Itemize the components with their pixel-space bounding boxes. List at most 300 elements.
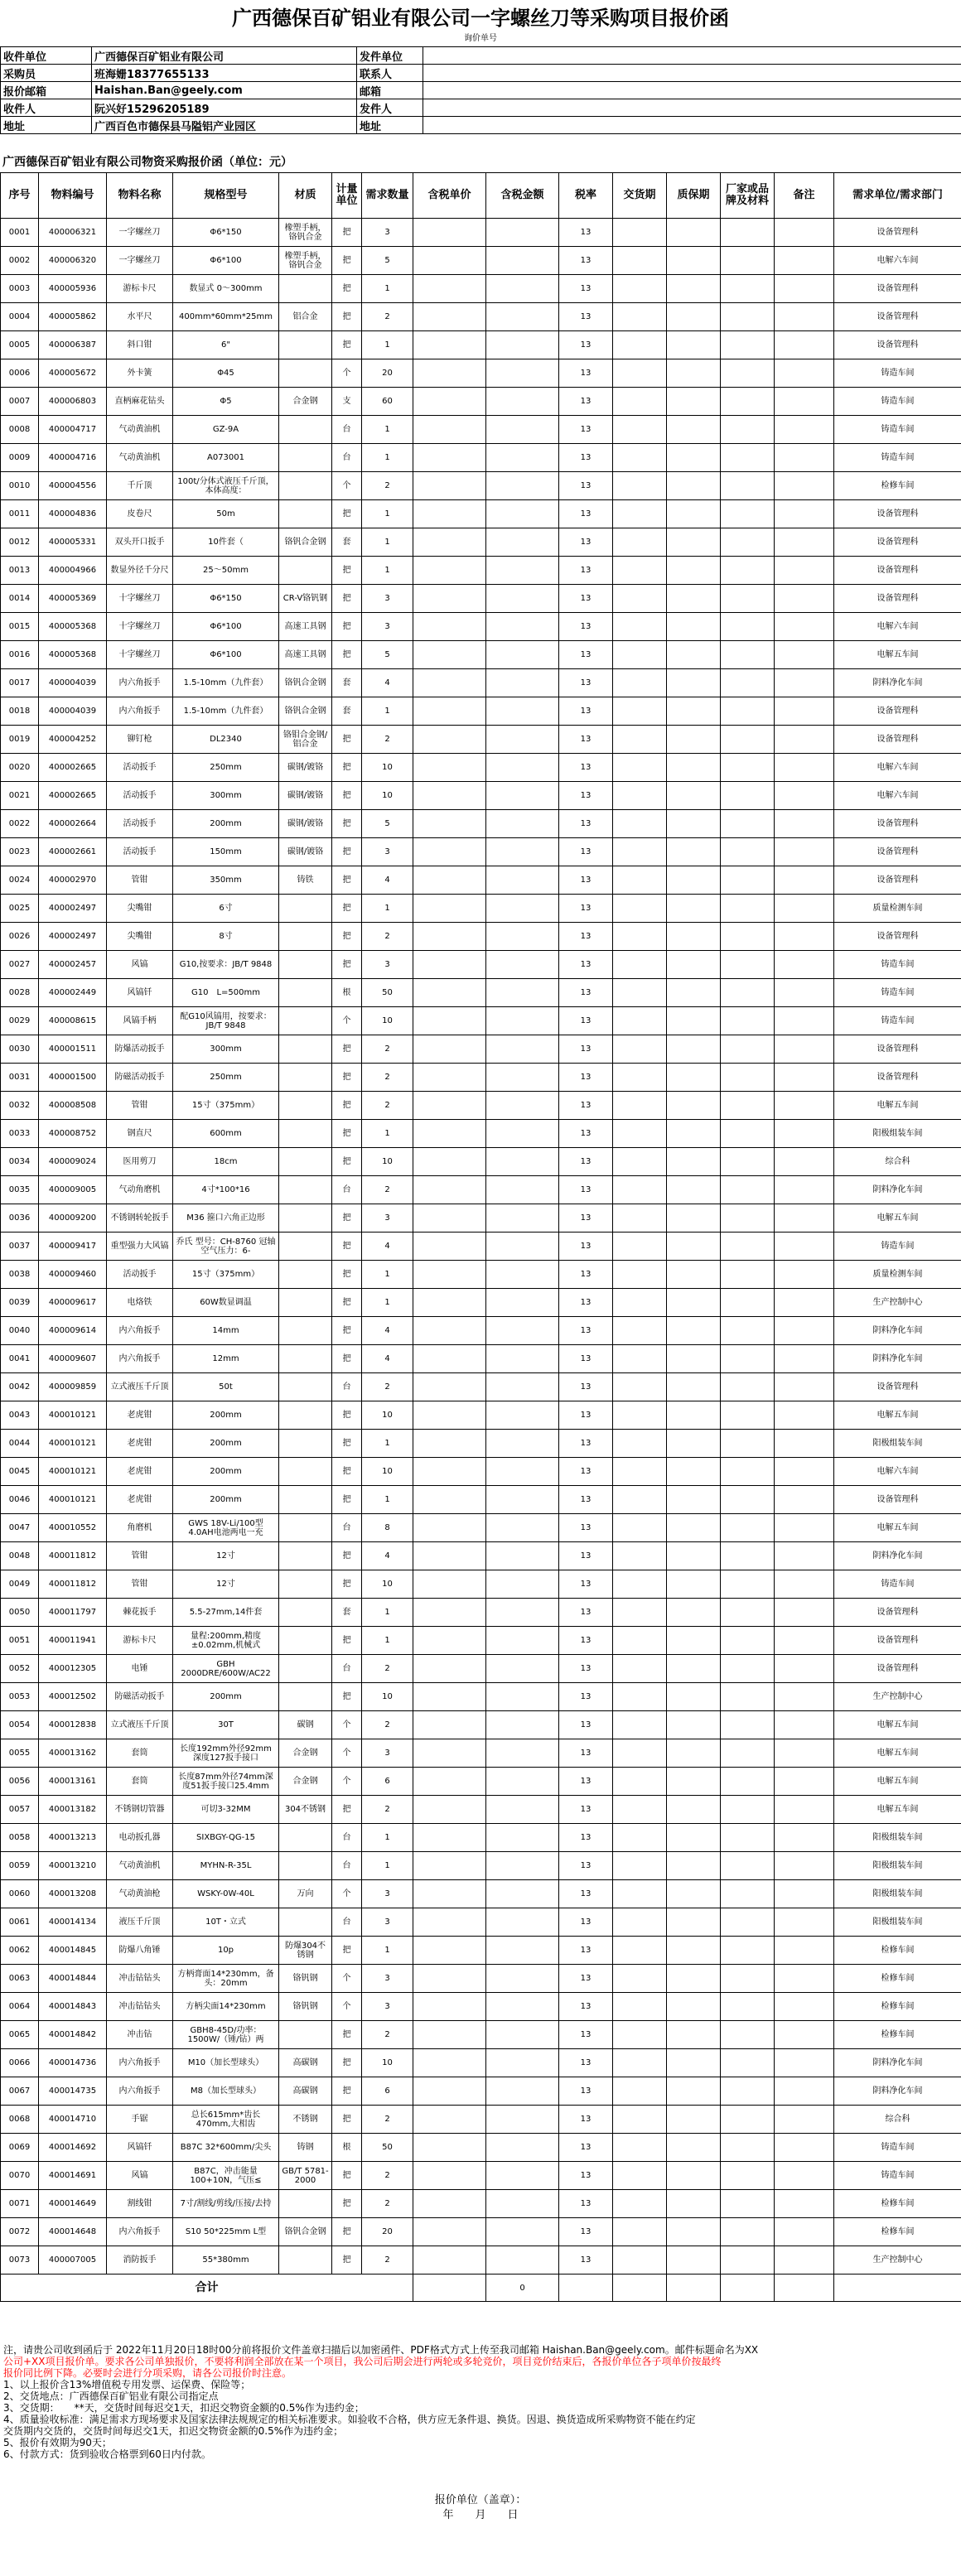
cell-unit-price[interactable] bbox=[413, 1064, 486, 1092]
cell-remark[interactable] bbox=[775, 1148, 834, 1176]
cell-brand[interactable] bbox=[721, 275, 775, 303]
cell-unit-price[interactable] bbox=[413, 2021, 486, 2049]
cell-delivery[interactable] bbox=[613, 1908, 667, 1937]
cell-warranty[interactable] bbox=[667, 1514, 721, 1542]
cell-remark[interactable] bbox=[775, 416, 834, 444]
cell-remark[interactable] bbox=[775, 641, 834, 669]
cell-amount[interactable] bbox=[486, 1317, 559, 1345]
cell-amount[interactable] bbox=[486, 1120, 559, 1148]
cell-delivery[interactable] bbox=[613, 303, 667, 331]
cell-remark[interactable] bbox=[775, 2049, 834, 2077]
cell-warranty[interactable] bbox=[667, 2077, 721, 2106]
cell-amount[interactable] bbox=[486, 1908, 559, 1937]
cell-amount[interactable] bbox=[486, 923, 559, 951]
cell-amount[interactable] bbox=[486, 1768, 559, 1796]
cell-amount[interactable] bbox=[486, 1430, 559, 1458]
cell-amount[interactable] bbox=[486, 585, 559, 613]
cell-amount[interactable] bbox=[486, 1993, 559, 2021]
cell-amount[interactable] bbox=[486, 1373, 559, 1401]
cell-delivery[interactable] bbox=[613, 1204, 667, 1233]
cell-amount[interactable] bbox=[486, 2246, 559, 2275]
cell-warranty[interactable] bbox=[667, 1796, 721, 1824]
cell-brand[interactable] bbox=[721, 1204, 775, 1233]
cell-brand[interactable] bbox=[721, 1148, 775, 1176]
cell-unit-price[interactable] bbox=[413, 2246, 486, 2275]
cell-brand[interactable] bbox=[721, 2134, 775, 2162]
quote-email-value[interactable]: Haishan.Ban@geely.com bbox=[92, 82, 357, 99]
cell-amount[interactable] bbox=[486, 1880, 559, 1908]
cell-delivery[interactable] bbox=[613, 2190, 667, 2218]
cell-delivery[interactable] bbox=[613, 1768, 667, 1796]
cell-brand[interactable] bbox=[721, 838, 775, 866]
cell-delivery[interactable] bbox=[613, 641, 667, 669]
cell-remark[interactable] bbox=[775, 2077, 834, 2106]
cell-amount[interactable] bbox=[486, 2162, 559, 2190]
cell-delivery[interactable] bbox=[613, 782, 667, 810]
cell-warranty[interactable] bbox=[667, 1345, 721, 1373]
cell-remark[interactable] bbox=[775, 528, 834, 557]
cell-remark[interactable] bbox=[775, 726, 834, 754]
cell-delivery[interactable] bbox=[613, 838, 667, 866]
cell-remark[interactable] bbox=[775, 1120, 834, 1148]
cell-delivery[interactable] bbox=[613, 895, 667, 923]
cell-unit-price[interactable] bbox=[413, 1627, 486, 1655]
cell-unit-price[interactable] bbox=[413, 1317, 486, 1345]
cell-delivery[interactable] bbox=[613, 472, 667, 500]
cell-warranty[interactable] bbox=[667, 613, 721, 641]
cell-unit-price[interactable] bbox=[413, 810, 486, 838]
cell-unit-price[interactable] bbox=[413, 557, 486, 585]
cell-unit-price[interactable] bbox=[413, 1711, 486, 1739]
cell-amount[interactable] bbox=[486, 1401, 559, 1430]
cell-remark[interactable] bbox=[775, 754, 834, 782]
cell-delivery[interactable] bbox=[613, 2218, 667, 2246]
cell-remark[interactable] bbox=[775, 500, 834, 528]
cell-warranty[interactable] bbox=[667, 359, 721, 388]
cell-unit-price[interactable] bbox=[413, 1373, 486, 1401]
cell-unit-price[interactable] bbox=[413, 1289, 486, 1317]
cell-amount[interactable] bbox=[486, 1796, 559, 1824]
cell-amount[interactable] bbox=[486, 1261, 559, 1289]
cell-warranty[interactable] bbox=[667, 1064, 721, 1092]
cell-remark[interactable] bbox=[775, 472, 834, 500]
cell-remark[interactable] bbox=[775, 1739, 834, 1768]
cell-remark[interactable] bbox=[775, 2218, 834, 2246]
cell-unit-price[interactable] bbox=[413, 1486, 486, 1514]
cell-brand[interactable] bbox=[721, 1796, 775, 1824]
cell-brand[interactable] bbox=[721, 1064, 775, 1092]
receiver-unit-value[interactable]: 广西德保百矿铝业有限公司 bbox=[92, 47, 357, 65]
cell-warranty[interactable] bbox=[667, 1148, 721, 1176]
recipient-value[interactable]: 阮兴好15296205189 bbox=[92, 99, 357, 117]
cell-delivery[interactable] bbox=[613, 2106, 667, 2134]
cell-warranty[interactable] bbox=[667, 2134, 721, 2162]
cell-amount[interactable] bbox=[486, 1148, 559, 1176]
cell-remark[interactable] bbox=[775, 866, 834, 895]
cell-amount[interactable] bbox=[486, 1937, 559, 1965]
cell-unit-price[interactable] bbox=[413, 1655, 486, 1683]
cell-unit-price[interactable] bbox=[413, 331, 486, 359]
cell-amount[interactable] bbox=[486, 1233, 559, 1261]
cell-delivery[interactable] bbox=[613, 1233, 667, 1261]
cell-unit-price[interactable] bbox=[413, 1430, 486, 1458]
cell-remark[interactable] bbox=[775, 1064, 834, 1092]
cell-warranty[interactable] bbox=[667, 247, 721, 275]
cell-warranty[interactable] bbox=[667, 1289, 721, 1317]
cell-delivery[interactable] bbox=[613, 979, 667, 1007]
cell-brand[interactable] bbox=[721, 1739, 775, 1768]
cell-unit-price[interactable] bbox=[413, 866, 486, 895]
cell-brand[interactable] bbox=[721, 641, 775, 669]
cell-delivery[interactable] bbox=[613, 1458, 667, 1486]
cell-warranty[interactable] bbox=[667, 1542, 721, 1570]
cell-warranty[interactable] bbox=[667, 1880, 721, 1908]
cell-warranty[interactable] bbox=[667, 1120, 721, 1148]
cell-unit-price[interactable] bbox=[413, 1599, 486, 1627]
cell-brand[interactable] bbox=[721, 1683, 775, 1711]
cell-warranty[interactable] bbox=[667, 275, 721, 303]
cell-amount[interactable] bbox=[486, 726, 559, 754]
cell-unit-price[interactable] bbox=[413, 1570, 486, 1599]
cell-unit-price[interactable] bbox=[413, 613, 486, 641]
cell-unit-price[interactable] bbox=[413, 1937, 486, 1965]
cell-remark[interactable] bbox=[775, 1430, 834, 1458]
cell-remark[interactable] bbox=[775, 1373, 834, 1401]
cell-remark[interactable] bbox=[775, 444, 834, 472]
cell-unit-price[interactable] bbox=[413, 1233, 486, 1261]
cell-amount[interactable] bbox=[486, 1852, 559, 1880]
cell-brand[interactable] bbox=[721, 359, 775, 388]
cell-amount[interactable] bbox=[486, 1035, 559, 1064]
cell-unit-price[interactable] bbox=[413, 1458, 486, 1486]
cell-brand[interactable] bbox=[721, 416, 775, 444]
cell-unit-price[interactable] bbox=[413, 951, 486, 979]
cell-warranty[interactable] bbox=[667, 1655, 721, 1683]
cell-amount[interactable] bbox=[486, 1514, 559, 1542]
cell-delivery[interactable] bbox=[613, 669, 667, 697]
cell-amount[interactable] bbox=[486, 1542, 559, 1570]
cell-delivery[interactable] bbox=[613, 697, 667, 726]
cell-amount[interactable] bbox=[486, 1486, 559, 1514]
cell-warranty[interactable] bbox=[667, 669, 721, 697]
cell-amount[interactable] bbox=[486, 500, 559, 528]
cell-remark[interactable] bbox=[775, 1345, 834, 1373]
cell-delivery[interactable] bbox=[613, 1796, 667, 1824]
cell-brand[interactable] bbox=[721, 1120, 775, 1148]
cell-remark[interactable] bbox=[775, 1514, 834, 1542]
cell-brand[interactable] bbox=[721, 1514, 775, 1542]
cell-brand[interactable] bbox=[721, 331, 775, 359]
cell-brand[interactable] bbox=[721, 1965, 775, 1993]
cell-brand[interactable] bbox=[721, 303, 775, 331]
cell-warranty[interactable] bbox=[667, 1261, 721, 1289]
cell-delivery[interactable] bbox=[613, 2049, 667, 2077]
cell-remark[interactable] bbox=[775, 669, 834, 697]
cell-remark[interactable] bbox=[775, 1289, 834, 1317]
cell-unit-price[interactable] bbox=[413, 1148, 486, 1176]
cell-warranty[interactable] bbox=[667, 416, 721, 444]
cell-warranty[interactable] bbox=[667, 1852, 721, 1880]
cell-brand[interactable] bbox=[721, 1711, 775, 1739]
cell-unit-price[interactable] bbox=[413, 1880, 486, 1908]
cell-amount[interactable] bbox=[486, 641, 559, 669]
cell-unit-price[interactable] bbox=[413, 219, 486, 247]
cell-warranty[interactable] bbox=[667, 472, 721, 500]
cell-warranty[interactable] bbox=[667, 2218, 721, 2246]
cell-warranty[interactable] bbox=[667, 1317, 721, 1345]
cell-brand[interactable] bbox=[721, 2106, 775, 2134]
cell-brand[interactable] bbox=[721, 1430, 775, 1458]
cell-amount[interactable] bbox=[486, 1683, 559, 1711]
cell-unit-price[interactable] bbox=[413, 1542, 486, 1570]
cell-amount[interactable] bbox=[486, 697, 559, 726]
cell-warranty[interactable] bbox=[667, 1937, 721, 1965]
cell-delivery[interactable] bbox=[613, 1514, 667, 1542]
cell-brand[interactable] bbox=[721, 1937, 775, 1965]
cell-remark[interactable] bbox=[775, 1542, 834, 1570]
cell-amount[interactable] bbox=[486, 754, 559, 782]
cell-remark[interactable] bbox=[775, 1937, 834, 1965]
contact-value[interactable] bbox=[423, 65, 961, 82]
cell-amount[interactable] bbox=[486, 557, 559, 585]
cell-delivery[interactable] bbox=[613, 1007, 667, 1035]
cell-warranty[interactable] bbox=[667, 2021, 721, 2049]
cell-unit-price[interactable] bbox=[413, 303, 486, 331]
cell-brand[interactable] bbox=[721, 1092, 775, 1120]
cell-delivery[interactable] bbox=[613, 613, 667, 641]
cell-remark[interactable] bbox=[775, 2190, 834, 2218]
cell-warranty[interactable] bbox=[667, 303, 721, 331]
cell-amount[interactable] bbox=[486, 1289, 559, 1317]
cell-delivery[interactable] bbox=[613, 557, 667, 585]
cell-unit-price[interactable] bbox=[413, 500, 486, 528]
cell-delivery[interactable] bbox=[613, 1430, 667, 1458]
cell-warranty[interactable] bbox=[667, 2190, 721, 2218]
cell-amount[interactable] bbox=[486, 2049, 559, 2077]
cell-brand[interactable] bbox=[721, 1261, 775, 1289]
cell-brand[interactable] bbox=[721, 1880, 775, 1908]
cell-warranty[interactable] bbox=[667, 1739, 721, 1768]
cell-unit-price[interactable] bbox=[413, 1768, 486, 1796]
cell-unit-price[interactable] bbox=[413, 1120, 486, 1148]
cell-warranty[interactable] bbox=[667, 1993, 721, 2021]
cell-delivery[interactable] bbox=[613, 866, 667, 895]
cell-brand[interactable] bbox=[721, 472, 775, 500]
cell-delivery[interactable] bbox=[613, 1852, 667, 1880]
cell-remark[interactable] bbox=[775, 951, 834, 979]
cell-brand[interactable] bbox=[721, 669, 775, 697]
cell-delivery[interactable] bbox=[613, 1627, 667, 1655]
cell-unit-price[interactable] bbox=[413, 528, 486, 557]
cell-remark[interactable] bbox=[775, 613, 834, 641]
cell-remark[interactable] bbox=[775, 2246, 834, 2275]
cell-brand[interactable] bbox=[721, 923, 775, 951]
cell-unit-price[interactable] bbox=[413, 1261, 486, 1289]
cell-unit-price[interactable] bbox=[413, 923, 486, 951]
cell-unit-price[interactable] bbox=[413, 1908, 486, 1937]
cell-delivery[interactable] bbox=[613, 500, 667, 528]
cell-delivery[interactable] bbox=[613, 726, 667, 754]
cell-brand[interactable] bbox=[721, 557, 775, 585]
cell-warranty[interactable] bbox=[667, 500, 721, 528]
cell-delivery[interactable] bbox=[613, 1148, 667, 1176]
cell-delivery[interactable] bbox=[613, 1824, 667, 1852]
cell-remark[interactable] bbox=[775, 1458, 834, 1486]
cell-remark[interactable] bbox=[775, 1035, 834, 1064]
cell-unit-price[interactable] bbox=[413, 838, 486, 866]
cell-warranty[interactable] bbox=[667, 1683, 721, 1711]
cell-amount[interactable] bbox=[486, 1345, 559, 1373]
cell-amount[interactable] bbox=[486, 472, 559, 500]
cell-amount[interactable] bbox=[486, 810, 559, 838]
cell-amount[interactable] bbox=[486, 866, 559, 895]
cell-delivery[interactable] bbox=[613, 1486, 667, 1514]
cell-amount[interactable] bbox=[486, 303, 559, 331]
cell-delivery[interactable] bbox=[613, 951, 667, 979]
cell-warranty[interactable] bbox=[667, 585, 721, 613]
cell-unit-price[interactable] bbox=[413, 2077, 486, 2106]
cell-delivery[interactable] bbox=[613, 2077, 667, 2106]
cell-unit-price[interactable] bbox=[413, 754, 486, 782]
cell-unit-price[interactable] bbox=[413, 697, 486, 726]
cell-amount[interactable] bbox=[486, 528, 559, 557]
cell-remark[interactable] bbox=[775, 1683, 834, 1711]
cell-brand[interactable] bbox=[721, 1824, 775, 1852]
cell-remark[interactable] bbox=[775, 1824, 834, 1852]
cell-delivery[interactable] bbox=[613, 754, 667, 782]
cell-amount[interactable] bbox=[486, 1965, 559, 1993]
cell-amount[interactable] bbox=[486, 951, 559, 979]
cell-unit-price[interactable] bbox=[413, 2049, 486, 2077]
cell-remark[interactable] bbox=[775, 895, 834, 923]
cell-remark[interactable] bbox=[775, 1796, 834, 1824]
cell-amount[interactable] bbox=[486, 1655, 559, 1683]
cell-unit-price[interactable] bbox=[413, 472, 486, 500]
cell-warranty[interactable] bbox=[667, 2106, 721, 2134]
cell-brand[interactable] bbox=[721, 810, 775, 838]
cell-unit-price[interactable] bbox=[413, 1345, 486, 1373]
cell-brand[interactable] bbox=[721, 1317, 775, 1345]
cell-unit-price[interactable] bbox=[413, 669, 486, 697]
cell-remark[interactable] bbox=[775, 1908, 834, 1937]
cell-delivery[interactable] bbox=[613, 2134, 667, 2162]
cell-brand[interactable] bbox=[721, 951, 775, 979]
cell-remark[interactable] bbox=[775, 247, 834, 275]
cell-remark[interactable] bbox=[775, 1233, 834, 1261]
cell-remark[interactable] bbox=[775, 275, 834, 303]
cell-unit-price[interactable] bbox=[413, 1007, 486, 1035]
cell-delivery[interactable] bbox=[613, 528, 667, 557]
cell-remark[interactable] bbox=[775, 1570, 834, 1599]
cell-delivery[interactable] bbox=[613, 1655, 667, 1683]
cell-warranty[interactable] bbox=[667, 1627, 721, 1655]
cell-remark[interactable] bbox=[775, 557, 834, 585]
cell-brand[interactable] bbox=[721, 1655, 775, 1683]
cell-amount[interactable] bbox=[486, 2106, 559, 2134]
cell-remark[interactable] bbox=[775, 1768, 834, 1796]
cell-delivery[interactable] bbox=[613, 1092, 667, 1120]
cell-delivery[interactable] bbox=[613, 1401, 667, 1430]
cell-remark[interactable] bbox=[775, 1317, 834, 1345]
cell-brand[interactable] bbox=[721, 1373, 775, 1401]
buyer-value[interactable]: 班海姗18377655133 bbox=[92, 65, 357, 82]
cell-brand[interactable] bbox=[721, 585, 775, 613]
cell-brand[interactable] bbox=[721, 2162, 775, 2190]
cell-delivery[interactable] bbox=[613, 810, 667, 838]
cell-brand[interactable] bbox=[721, 247, 775, 275]
cell-warranty[interactable] bbox=[667, 1092, 721, 1120]
cell-delivery[interactable] bbox=[613, 1683, 667, 1711]
cell-unit-price[interactable] bbox=[413, 359, 486, 388]
cell-delivery[interactable] bbox=[613, 1965, 667, 1993]
cell-amount[interactable] bbox=[486, 416, 559, 444]
cell-delivery[interactable] bbox=[613, 1120, 667, 1148]
cell-amount[interactable] bbox=[486, 1092, 559, 1120]
cell-unit-price[interactable] bbox=[413, 388, 486, 416]
cell-remark[interactable] bbox=[775, 303, 834, 331]
cell-unit-price[interactable] bbox=[413, 1824, 486, 1852]
cell-delivery[interactable] bbox=[613, 444, 667, 472]
cell-delivery[interactable] bbox=[613, 923, 667, 951]
cell-brand[interactable] bbox=[721, 1401, 775, 1430]
cell-remark[interactable] bbox=[775, 838, 834, 866]
cell-brand[interactable] bbox=[721, 2218, 775, 2246]
cell-amount[interactable] bbox=[486, 979, 559, 1007]
address2-value[interactable] bbox=[423, 117, 961, 134]
cell-remark[interactable] bbox=[775, 697, 834, 726]
cell-unit-price[interactable] bbox=[413, 1796, 486, 1824]
cell-amount[interactable] bbox=[486, 331, 559, 359]
cell-unit-price[interactable] bbox=[413, 2162, 486, 2190]
cell-remark[interactable] bbox=[775, 923, 834, 951]
cell-delivery[interactable] bbox=[613, 2021, 667, 2049]
cell-remark[interactable] bbox=[775, 585, 834, 613]
cell-delivery[interactable] bbox=[613, 1880, 667, 1908]
cell-warranty[interactable] bbox=[667, 1599, 721, 1627]
cell-unit-price[interactable] bbox=[413, 1035, 486, 1064]
cell-remark[interactable] bbox=[775, 388, 834, 416]
cell-amount[interactable] bbox=[486, 275, 559, 303]
cell-amount[interactable] bbox=[486, 1599, 559, 1627]
cell-warranty[interactable] bbox=[667, 782, 721, 810]
cell-delivery[interactable] bbox=[613, 219, 667, 247]
cell-amount[interactable] bbox=[486, 1739, 559, 1768]
sender-value[interactable] bbox=[423, 99, 961, 117]
cell-remark[interactable] bbox=[775, 1092, 834, 1120]
cell-amount[interactable] bbox=[486, 613, 559, 641]
cell-warranty[interactable] bbox=[667, 1233, 721, 1261]
cell-amount[interactable] bbox=[486, 895, 559, 923]
cell-brand[interactable] bbox=[721, 500, 775, 528]
cell-unit-price[interactable] bbox=[413, 1739, 486, 1768]
cell-brand[interactable] bbox=[721, 979, 775, 1007]
cell-delivery[interactable] bbox=[613, 1542, 667, 1570]
cell-warranty[interactable] bbox=[667, 810, 721, 838]
cell-brand[interactable] bbox=[721, 754, 775, 782]
cell-unit-price[interactable] bbox=[413, 1993, 486, 2021]
cell-unit-price[interactable] bbox=[413, 2106, 486, 2134]
cell-brand[interactable] bbox=[721, 1007, 775, 1035]
cell-warranty[interactable] bbox=[667, 1430, 721, 1458]
cell-remark[interactable] bbox=[775, 1007, 834, 1035]
cell-warranty[interactable] bbox=[667, 1824, 721, 1852]
cell-delivery[interactable] bbox=[613, 359, 667, 388]
cell-remark[interactable] bbox=[775, 1852, 834, 1880]
cell-warranty[interactable] bbox=[667, 219, 721, 247]
cell-brand[interactable] bbox=[721, 1233, 775, 1261]
cell-amount[interactable] bbox=[486, 247, 559, 275]
mail-value[interactable] bbox=[423, 82, 961, 99]
